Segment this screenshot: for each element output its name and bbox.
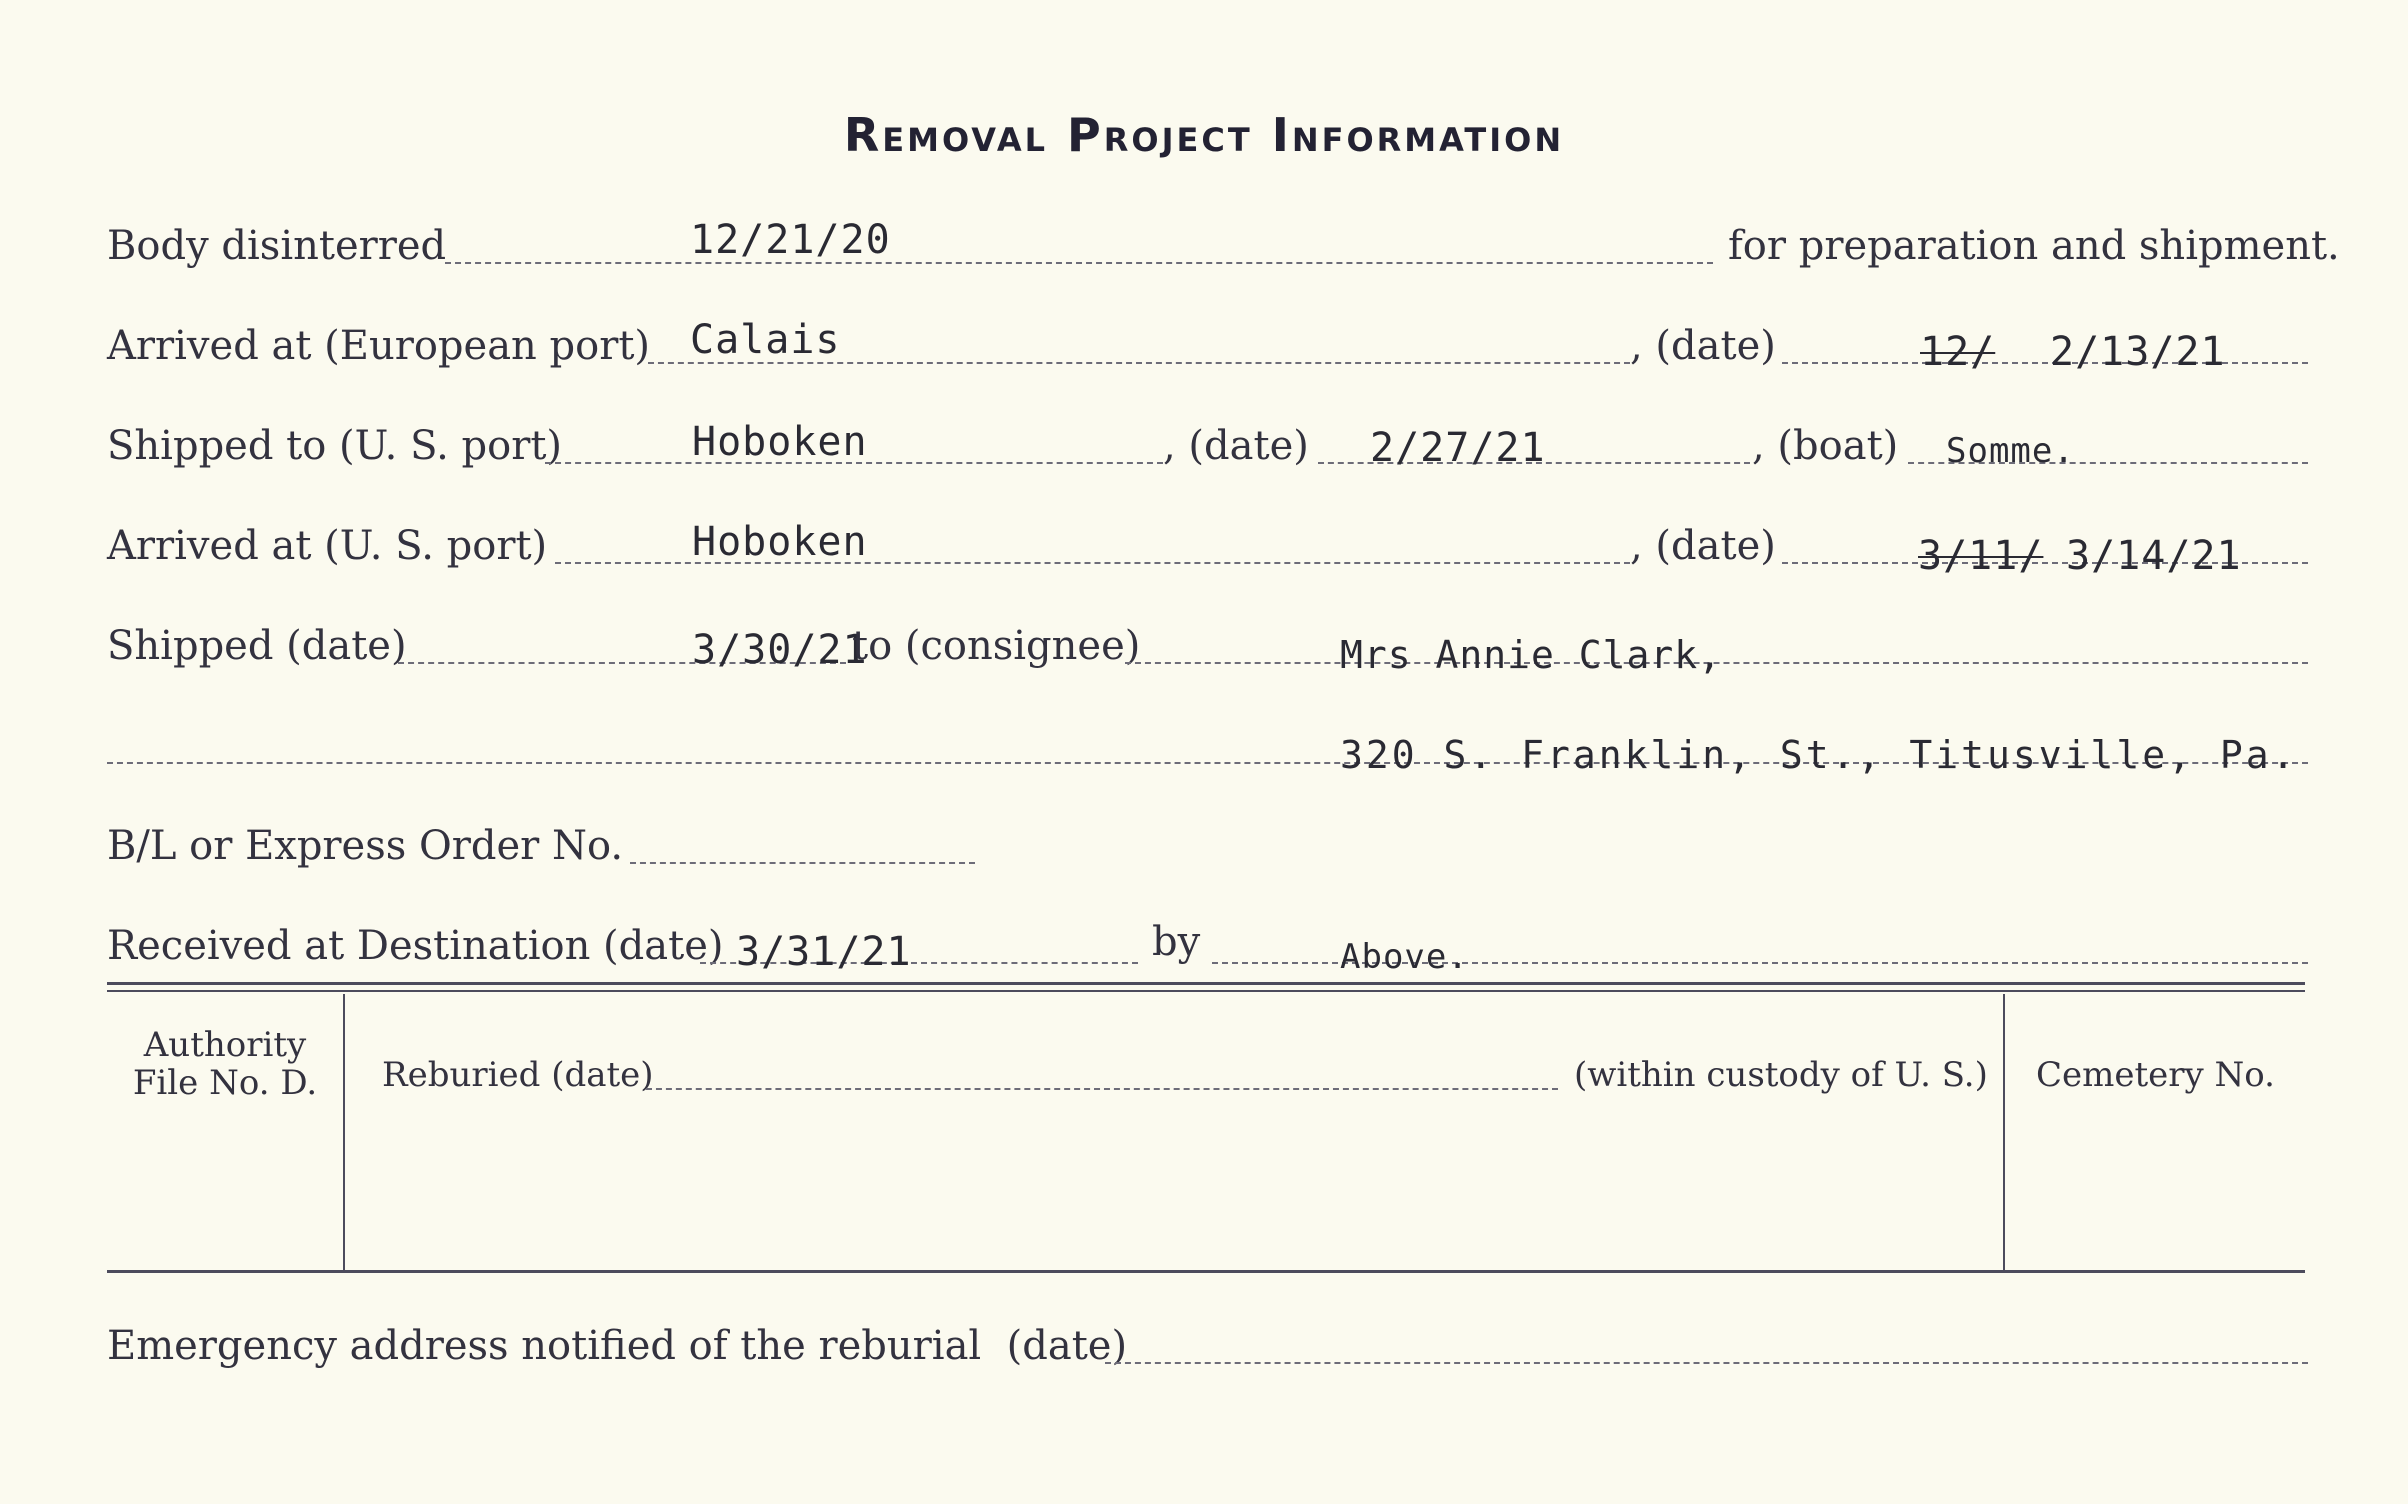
arrived-us-date-value: 3/14/21 bbox=[2066, 533, 2242, 579]
boat-label: , (boat) bbox=[1752, 423, 1899, 469]
european-date-line bbox=[1782, 362, 2308, 364]
european-date-label: , (date) bbox=[1630, 323, 1776, 369]
reburied-line bbox=[646, 1088, 1558, 1090]
table-divider-right bbox=[2003, 994, 2005, 1270]
arrived-us-port-label: Arrived at (U. S. port) bbox=[107, 523, 548, 569]
emergency-label: Emergency address notified of the reburial (date) bbox=[107, 1323, 1128, 1369]
received-label: Received at Destination (date) bbox=[107, 923, 724, 969]
boat-value: Somme. bbox=[1946, 431, 2075, 471]
consignee-address: 320 S. Franklin, St., Titusville, Pa. bbox=[1340, 733, 2298, 777]
cemetery-label: Cemetery No. bbox=[2036, 1055, 2275, 1095]
table-divider-left bbox=[343, 994, 345, 1270]
received-by-label: by bbox=[1152, 919, 1201, 965]
arrived-us-date-label: , (date) bbox=[1630, 523, 1776, 569]
consignee-label: to (consignee) bbox=[852, 623, 1141, 669]
authority-file-label: Authority File No. D. bbox=[132, 1025, 318, 1104]
bl-order-label: B/L or Express Order No. bbox=[107, 823, 624, 869]
european-port-label: Arrived at (European port) bbox=[107, 323, 651, 369]
consignee-value: Mrs Annie Clark, bbox=[1340, 633, 1723, 677]
page-title: Removal Project Information bbox=[843, 108, 1565, 162]
disinterred-date: 12/21/20 bbox=[690, 217, 891, 263]
shipped-date-label: Shipped (date) bbox=[107, 623, 407, 669]
european-date-struck: 12/ bbox=[1920, 329, 1996, 375]
bl-order-line bbox=[630, 862, 975, 864]
shipped-date-value: 3/30/21 bbox=[692, 627, 868, 673]
disinterred-suffix: for preparation and shipment. bbox=[1728, 223, 2340, 269]
european-port-value: Calais bbox=[690, 317, 841, 363]
table-bottom-rule bbox=[107, 1270, 2305, 1273]
disinterred-label: Body disinterred bbox=[107, 223, 447, 269]
custody-label: (within custody of U. S.) bbox=[1574, 1055, 1988, 1095]
reburied-label: Reburied (date) bbox=[382, 1055, 654, 1095]
received-by-value: Above. bbox=[1340, 937, 1469, 977]
table-top-rule bbox=[107, 982, 2305, 985]
shipped-us-port-label: Shipped to (U. S. port) bbox=[107, 423, 562, 469]
arrived-us-port-value: Hoboken bbox=[692, 519, 868, 565]
table-top-rule-inner bbox=[107, 990, 2305, 992]
shipped-us-port-value: Hoboken bbox=[692, 419, 868, 465]
arrived-us-date-struck: 3/11/ bbox=[1918, 533, 2044, 579]
received-date-value: 3/31/21 bbox=[736, 929, 912, 975]
shipped-us-date-label: , (date) bbox=[1163, 423, 1309, 469]
european-date-value: 2/13/21 bbox=[2050, 329, 2226, 375]
disinterred-line bbox=[445, 262, 1713, 264]
shipped-us-date-value: 2/27/21 bbox=[1370, 425, 1546, 471]
emergency-line bbox=[1105, 1362, 2308, 1364]
